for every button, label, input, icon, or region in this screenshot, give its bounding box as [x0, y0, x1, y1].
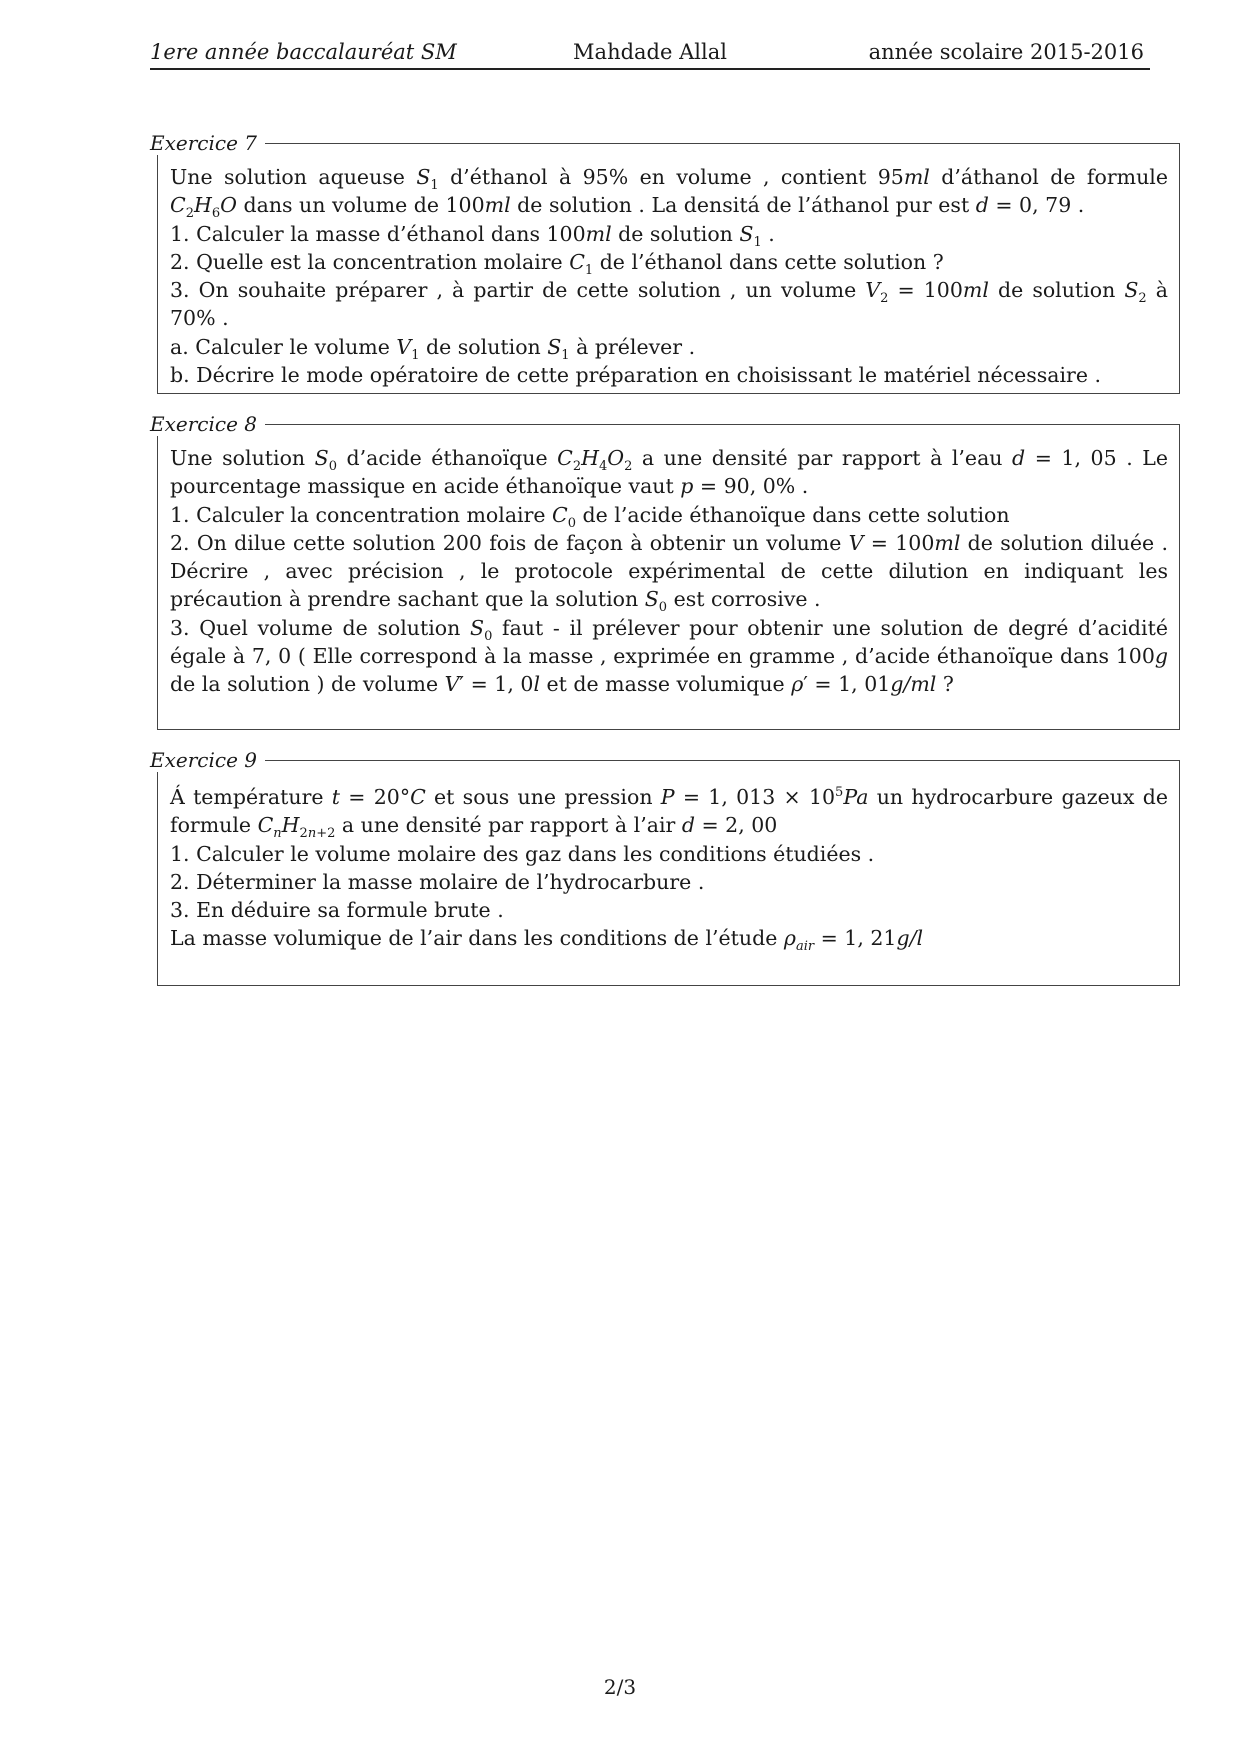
- exercise-9-line-4: 3. En déduire sa formule brute .: [170, 898, 504, 923]
- exercise-9-title: Exercice 9: [150, 748, 265, 772]
- exercise-9-line-2: 1. Calculer le volume molaire des gaz dans les conditions étudiées .: [170, 841, 875, 866]
- exercise-8-line-4: 3. Quel volume de solution $S_0$ faut - il prélever pour obtenir une solution de degré d’acidité égale à 7, 0 ( Elle correspond à la masse , exprimée en gramme , d’acide éthanoïque dans 100g de la solution ) de volume V′ = 1, 0l et de masse volumique ρ′ = 1, 01g/ml ?: [170, 615, 1168, 697]
- header-school-year: année scolaire 2015-2016: [868, 40, 1144, 64]
- page-number: 2/3: [603, 1675, 637, 1699]
- exercise-9-line-1: Á température t = 20°C et sous une pression P = 1, $013 \times 10^5Pa$ un hydrocarbure gazeux de formule $C_nH_{2n+2}$ a une densité par rapport à l’air d = 2, 00: [170, 785, 1168, 842]
- exercise-8-line-3: 2. On dilue cette solution 200 fois de façon à obtenir un volume V = 100ml de solution diluée . Décrire , avec précision , le protocole expérimental de cette dilution en indiquant les précaution à prendre sachant que la solution $S_0$ est corrosive .: [170, 530, 1169, 616]
- exercise-7-body: [170, 163, 1168, 389]
- exercise-9-line-3: 2. Déterminer la masse molaire de l’hydrocarbure .: [170, 869, 705, 894]
- exercise-7-line-1: Une solution aqueuse $S_1$ d’éthanol à 95% en volume , contient 95ml d’áthanol de formule $C_2H_6O$ dans un volume de 100ml de solution . La densitá de l’áthanol pur est d = 0, 79 .: [170, 165, 1168, 222]
- exercise-7-line-3: 2. Quelle est la concentration molaire $C_1$ de l’éthanol dans cette solution ?: [170, 249, 944, 278]
- exercise-8-body: [170, 444, 1168, 699]
- exercise-9-line-5: La masse volumique de l’air dans les conditions de l’étude $\rho_{air} = 1$, 21g/l: [170, 926, 924, 955]
- exercise-8-title: Exercice 8: [150, 412, 265, 436]
- exercise-8-line-1: Une solution $S_0$ d’acide éthanoïque $C_2H_4O_2$ a une densité par rapport à l’eau d = 1, 05 . Le pourcentage massique en acide éthanoïque vaut p = 90, 0% .: [170, 446, 1168, 499]
- page-header: [150, 38, 1150, 70]
- exercise-7-line-2: 1. Calculer la masse d’éthanol dans 100ml de solution $S_1$ .: [170, 221, 775, 250]
- exercise-7-line-4: 3. On souhaite préparer , à partir de cette solution , un volume $V_2 = 100ml$ de solution $S_2$ à 70% .: [170, 278, 1169, 331]
- exercise-8-line-2: 1. Calculer la concentration molaire $C_0$ de l’acide éthanoïque dans cette solution: [170, 502, 1010, 531]
- header-class: 1ere année baccalauréat SM: [150, 40, 457, 64]
- exercise-7-line-6: b. Décrire le mode opératoire de cette préparation en choisissant le matériel nécessaire .: [170, 363, 1102, 388]
- exercise-7-line-5: a. Calculer le volume $V_1$ de solution $S_1$ à prélever .: [170, 334, 696, 363]
- exercise-7-title: Exercice 7: [150, 131, 265, 155]
- exercise-9-body: [170, 783, 1168, 953]
- header-author: Mahdade Allal: [573, 40, 727, 64]
